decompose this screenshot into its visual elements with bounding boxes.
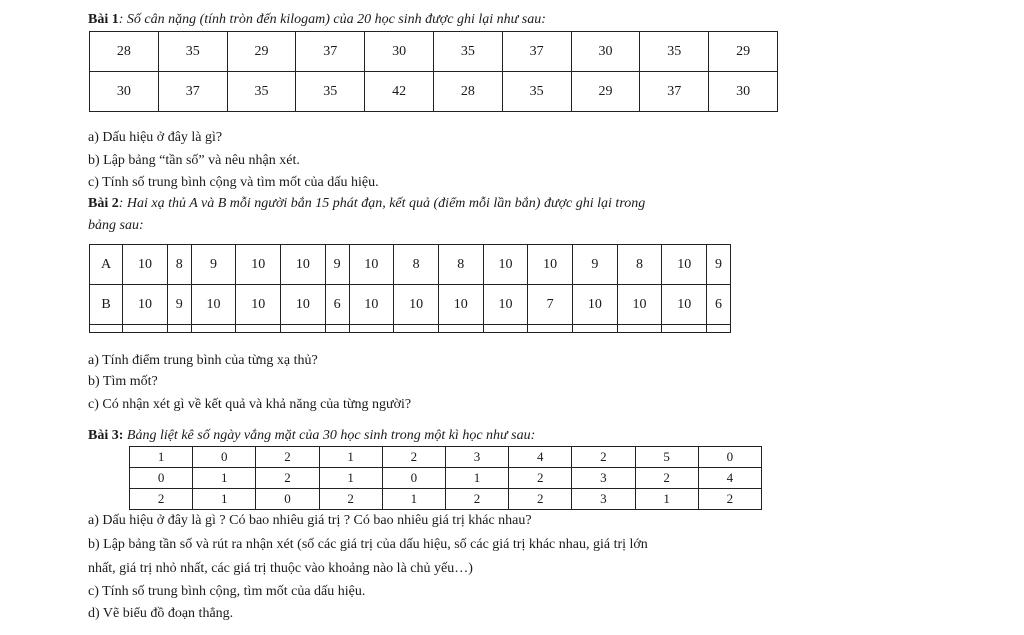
ex2-shooter-table — [89, 244, 731, 333]
table-cell: 2 — [319, 489, 382, 510]
table-cell: 2 — [256, 447, 319, 468]
table-row — [90, 285, 731, 325]
table-cell: 10 — [528, 245, 573, 285]
table-cell — [167, 325, 191, 333]
table-cell: 10 — [438, 285, 483, 325]
table-cell — [123, 325, 168, 333]
table-cell: 29 — [227, 32, 296, 72]
table-cell — [191, 325, 236, 333]
table-cell: 1 — [382, 489, 445, 510]
table-cell: 0 — [256, 489, 319, 510]
ex2-label: Bài 2 — [88, 196, 119, 211]
table-cell: A — [90, 245, 123, 285]
table-cell: 0 — [382, 468, 445, 489]
table-cell: 35 — [502, 72, 571, 112]
table-cell: 28 — [90, 32, 159, 72]
table-cell: 10 — [483, 285, 528, 325]
table-cell: 2 — [382, 447, 445, 468]
table-cell: B — [90, 285, 123, 325]
table-cell: 10 — [123, 285, 168, 325]
table-cell: 1 — [319, 447, 382, 468]
table-cell: 30 — [365, 32, 434, 72]
ex1-weight-table — [89, 31, 778, 112]
table-cell: 35 — [227, 72, 296, 112]
table-cell: 8 — [617, 245, 662, 285]
ex1-question-b: b) Lập bảng “tần số” và nêu nhận xét. — [88, 153, 300, 168]
table-cell: 2 — [445, 489, 508, 510]
table-cell: 35 — [433, 32, 502, 72]
ex3-question-d: d) Vẽ biểu đồ đoạn thẳng. — [88, 606, 234, 621]
table-cell: 29 — [709, 32, 778, 72]
table-row — [90, 245, 731, 285]
ex2-question-c: c) Có nhận xét gì về kết quả và khả năng của từng người? — [88, 397, 412, 412]
table-cell: 30 — [709, 72, 778, 112]
table-cell: 1 — [130, 447, 193, 468]
table-cell: 8 — [167, 245, 191, 285]
table-cell: 1 — [445, 468, 508, 489]
table-cell: 9 — [707, 245, 731, 285]
ex1-question-a: a) Dấu hiệu ở đây là gì? — [88, 130, 223, 145]
table-cell: 37 — [502, 32, 571, 72]
ex3-title: Bảng liệt kê số ngày vắng mặt của 30 học sinh trong một kì học như sau: — [123, 428, 536, 443]
table-cell — [349, 325, 394, 333]
ex1-title: : Số cân nặng (tính tròn đến kilogam) của 20 học sinh được ghi lại như sau: — [118, 12, 546, 27]
ex3-question-a: a) Dấu hiệu ở đây là gì ? Có bao nhiêu giá trị ? Có bao nhiêu giá trị khác nhau? — [88, 513, 532, 528]
table-cell: 29 — [571, 72, 640, 112]
table-cell: 9 — [167, 285, 191, 325]
table-cell: 0 — [130, 468, 193, 489]
table-cell: 10 — [617, 285, 662, 325]
table-cell: 1 — [193, 468, 256, 489]
table-cell: 42 — [365, 72, 434, 112]
table-cell — [325, 325, 349, 333]
table-cell: 37 — [158, 72, 227, 112]
table-cell: 2 — [698, 489, 761, 510]
table-cell: 2 — [130, 489, 193, 510]
table-cell: 30 — [571, 32, 640, 72]
table-cell: 1 — [319, 468, 382, 489]
table-cell: 9 — [572, 245, 617, 285]
table-cell: 10 — [191, 285, 236, 325]
ex2-heading — [88, 195, 645, 213]
table-cell — [236, 325, 281, 333]
ex2-title: : Hai xạ thủ A và B mỗi người bắn 15 phát đạn, kết quả (điểm mỗi lần bắn) được ghi lại trong — [118, 196, 646, 211]
table-cell: 10 — [349, 285, 394, 325]
table-cell: 10 — [123, 245, 168, 285]
table-cell: 2 — [256, 468, 319, 489]
ex3-question-c: c) Tính số trung bình cộng, tìm mốt của dấu hiệu. — [88, 584, 366, 599]
table-cell: 2 — [509, 468, 572, 489]
table-cell: 9 — [191, 245, 236, 285]
table-cell — [90, 325, 123, 333]
table-cell: 30 — [90, 72, 159, 112]
table-cell: 10 — [236, 245, 281, 285]
ex1-heading — [88, 11, 546, 29]
table-cell: 35 — [158, 32, 227, 72]
table-cell: 6 — [325, 285, 349, 325]
table-cell: 10 — [281, 245, 326, 285]
ex2-heading-cont — [88, 217, 144, 235]
table-cell: 10 — [483, 245, 528, 285]
table-cell: 28 — [433, 72, 502, 112]
table-cell: 2 — [572, 447, 635, 468]
table-cell: 3 — [445, 447, 508, 468]
table-cell: 10 — [662, 245, 707, 285]
table-cell: 8 — [438, 245, 483, 285]
table-cell: 3 — [572, 489, 635, 510]
table-cell: 4 — [509, 447, 572, 468]
table-cell: 37 — [296, 32, 365, 72]
table-cell: 0 — [698, 447, 761, 468]
ex3-question-b: b) Lập bảng tần số và rút ra nhận xét (số các giá trị của dấu hiệu, số các giá trị khác nhau, giá trị lớn — [88, 537, 648, 552]
table-cell: 1 — [193, 489, 256, 510]
ex3-label: Bài 3: — [88, 428, 124, 443]
table-cell: 7 — [528, 285, 573, 325]
table-cell — [438, 325, 483, 333]
table-cell — [394, 325, 439, 333]
table-cell: 9 — [325, 245, 349, 285]
table-cell: 10 — [349, 245, 394, 285]
table-cell: 35 — [640, 32, 709, 72]
table-cell: 10 — [394, 285, 439, 325]
table-cell: 3 — [572, 468, 635, 489]
table-cell: 2 — [635, 468, 698, 489]
table-cell: 10 — [572, 285, 617, 325]
table-row — [90, 32, 778, 72]
table-cell: 8 — [394, 245, 439, 285]
table-cell — [662, 325, 707, 333]
table-cell — [707, 325, 731, 333]
table-cell: 1 — [635, 489, 698, 510]
table-cell: 37 — [640, 72, 709, 112]
ex3-absence-table — [129, 446, 762, 510]
table-cell: 4 — [698, 468, 761, 489]
table-cell — [483, 325, 528, 333]
table-cell: 2 — [509, 489, 572, 510]
table-row — [130, 447, 762, 468]
ex3-question-b-cont: nhất, giá trị nhỏ nhất, các giá trị thuộc vào khoảng nào là chủ yếu…) — [88, 561, 473, 576]
ex2-question-b: b) Tìm mốt? — [88, 374, 158, 389]
ex2-title-cont: bảng sau: — [88, 218, 144, 233]
table-row — [130, 468, 762, 489]
table-cell: 35 — [296, 72, 365, 112]
table-cell: 0 — [193, 447, 256, 468]
table-cell: 6 — [707, 285, 731, 325]
table-cell — [528, 325, 573, 333]
table-cell — [572, 325, 617, 333]
ex3-heading — [88, 427, 535, 445]
table-cell — [281, 325, 326, 333]
table-row — [130, 489, 762, 510]
table-row — [90, 325, 731, 333]
ex2-question-a: a) Tính điểm trung bình của từng xạ thủ? — [88, 353, 318, 368]
table-cell: 5 — [635, 447, 698, 468]
table-cell: 10 — [662, 285, 707, 325]
table-cell: 10 — [281, 285, 326, 325]
table-row — [90, 72, 778, 112]
ex1-label: Bài 1 — [88, 12, 119, 27]
ex1-question-c: c) Tính số trung bình cộng và tìm mốt của dấu hiệu. — [88, 175, 379, 190]
table-cell — [617, 325, 662, 333]
table-cell: 10 — [236, 285, 281, 325]
